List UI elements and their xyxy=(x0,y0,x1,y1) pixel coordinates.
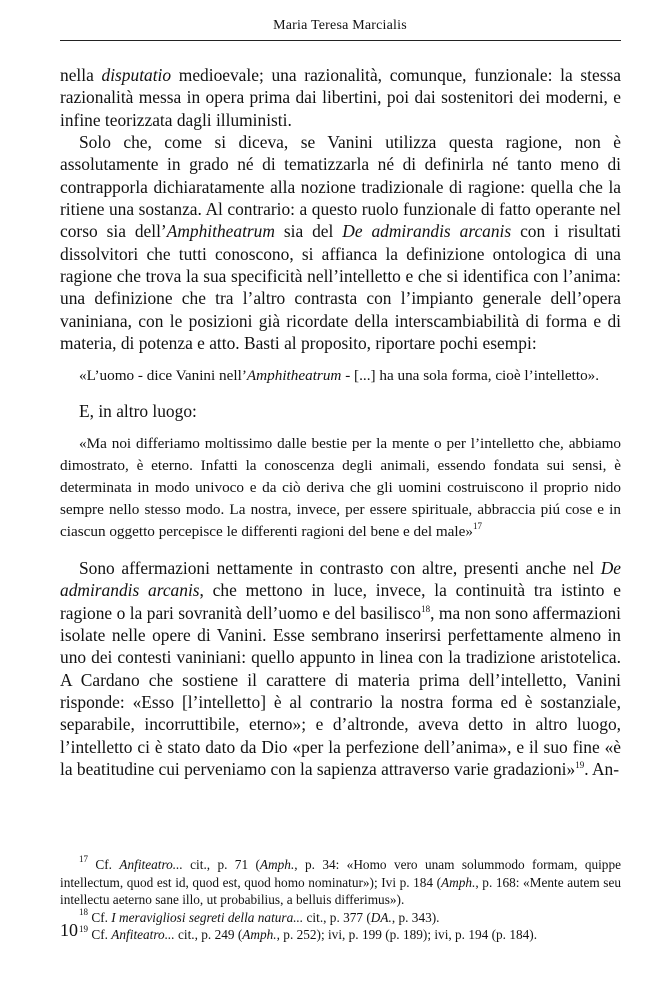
italic-title: De admirandis arcanis xyxy=(60,557,621,601)
footnote-ref-19[interactable]: 19 xyxy=(575,759,585,770)
block-quote-1 xyxy=(60,365,621,387)
footnote-number: 17 xyxy=(79,854,88,864)
footnote-number: 19 xyxy=(79,924,88,935)
text-span: cit., p. 249 ( xyxy=(174,927,243,943)
paragraph-1 xyxy=(60,64,621,131)
text-span: Cf. xyxy=(88,909,112,925)
italic-title: Anfiteatro... xyxy=(119,857,183,872)
text-span: , p. 252); ivi, p. 199 (p. 189); ivi, p. 194 (p. 184). xyxy=(276,927,538,943)
text-span: «Ma noi differiamo moltissimo dalle bestie per la mente o per l’intelletto che, abbiamo dimostrato, è eterno. Infatti la conoscenza degli animali, essendo fondata sui sensi, è determinata in modo univoco e da ciò deriva che gli uomini costruiscono il proprio nido sempre nello stesso modo. La nostra, invece, per essere spirituale, abbraccia piú cose e in ciascun oggetto percepisce le differenti ragioni del bene e del male» xyxy=(60,434,621,540)
text-span: con i risultati dissolvitori che tutti conoscono, si affianca la definizione ontologica di una ragione che trova la sua specificità nell’intelletto e che si identifica con l’anima: una definizione che tra l’altro contrasta con l’impianto generale dell’opera vaniniana, con le posizioni già ricordate della interscambiabilità di forma e di materia, di potenza e atto. Basti al proposito, riportare pochi esempi: xyxy=(60,221,622,354)
text-span: sia del xyxy=(274,221,343,242)
text-span: . An- xyxy=(584,758,619,779)
text-span: cit., p. 71 ( xyxy=(182,857,260,872)
italic-title: Anfiteatro... xyxy=(111,927,175,943)
italic-title: Amphitheatrum xyxy=(166,221,275,242)
text-span: cit., p. 377 ( xyxy=(303,909,371,925)
running-head: Maria Teresa Marcialis xyxy=(273,18,407,33)
text-span: , p. 168: «Mente autem seu intellectu aeterno sane illo, ut probabilius, a belluis differimus»). xyxy=(60,874,621,908)
text-span: , che mettono in luce, invece, la continuità tra istinto e ragione o la pari sovranità dell’uomo e del basilisco xyxy=(60,580,621,623)
footnotes xyxy=(60,856,621,944)
italic-title: I meravigliosi segreti della natura... xyxy=(111,909,304,925)
page-number: 10 xyxy=(60,920,78,940)
footnote-ref-18[interactable]: 18 xyxy=(421,603,431,614)
paragraph-2 xyxy=(60,131,621,354)
header-rule xyxy=(60,40,621,41)
italic-term: disputatio xyxy=(101,65,172,85)
text-span: , ma non sono affermazioni isolate nelle opere di Vanini. Esse sembrano inserirsi perfettamente almeno in uno dei contesti vaniniani: quello appunto in linea con la tradizione aristotelica. A Cardano che sostiene il carattere di materia prima dell’intelletto, Vanini risponde: «Esso [l’intelletto] è al contrario la nostra forma ed è sostanziale, separabile, incorruttibile, eterno»; e d’altronde, aveva detto in altro luogo, l’intelletto ci è stato dato da Dio «per la perfezione dell’anima», e il suo fine «è la beatitudine cui perveniamo con la sapienza attraverso varie gradazioni» xyxy=(60,602,621,779)
footnote-number: 18 xyxy=(79,906,88,917)
text-span: Sono affermazioni nettamente in contrasto con altre, presenti anche nel xyxy=(79,557,601,578)
text-span: Solo che, come si diceva, se Vanini utilizza questa ragione, non è assolutamente in grado né di tematizzarla né di definirla né tanto meno di contrapporla dichiaratamente alla nozione tradizionale di ragione: quella che la ritiene una sostanza. Al contrario: a questo ruolo funzionale di fatto operante nel corso sia dell’ xyxy=(60,132,621,242)
footnote-19 xyxy=(60,926,621,944)
footnote-17 xyxy=(60,856,621,909)
text-span: nella xyxy=(60,65,102,85)
paragraph-4 xyxy=(60,557,621,780)
text-span: «L’uomo - dice Vanini nell’ xyxy=(79,367,247,385)
italic-title: Amphitheatrum xyxy=(246,367,342,385)
text-span: - [...] ha una sola forma, cioè l’intelletto». xyxy=(341,367,600,385)
text-span: medioevale; una razionalità, comunque, funzionale: la stessa razionalità messa in opera prima dai libertini, poi dai sostenitori dei moderni, e infine teorizzata dagli illuministi. xyxy=(60,65,621,130)
text-span: , p. 34: «Homo vero unam solummodo formam, quippe intellectum, quod est id, quod est, quod homo nominatur»); Ivi p. 184 ( xyxy=(60,857,622,890)
italic-abbrev: Amph. xyxy=(242,927,277,943)
paragraph-3: E, in altro luogo: xyxy=(79,401,197,422)
text-span: , p. 343). xyxy=(391,909,440,925)
italic-abbrev: Amph. xyxy=(441,874,476,890)
footnote-18 xyxy=(60,906,621,927)
main-text xyxy=(60,64,621,780)
block-quote-2 xyxy=(60,433,621,543)
italic-title: De admirandis arcanis xyxy=(342,221,512,242)
italic-abbrev: Amph. xyxy=(259,857,295,872)
footnote-ref-17[interactable]: 17 xyxy=(472,520,482,531)
text-span: Cf. xyxy=(88,857,120,872)
text-span: Cf. xyxy=(88,927,112,943)
italic-abbrev: DA. xyxy=(370,909,392,925)
